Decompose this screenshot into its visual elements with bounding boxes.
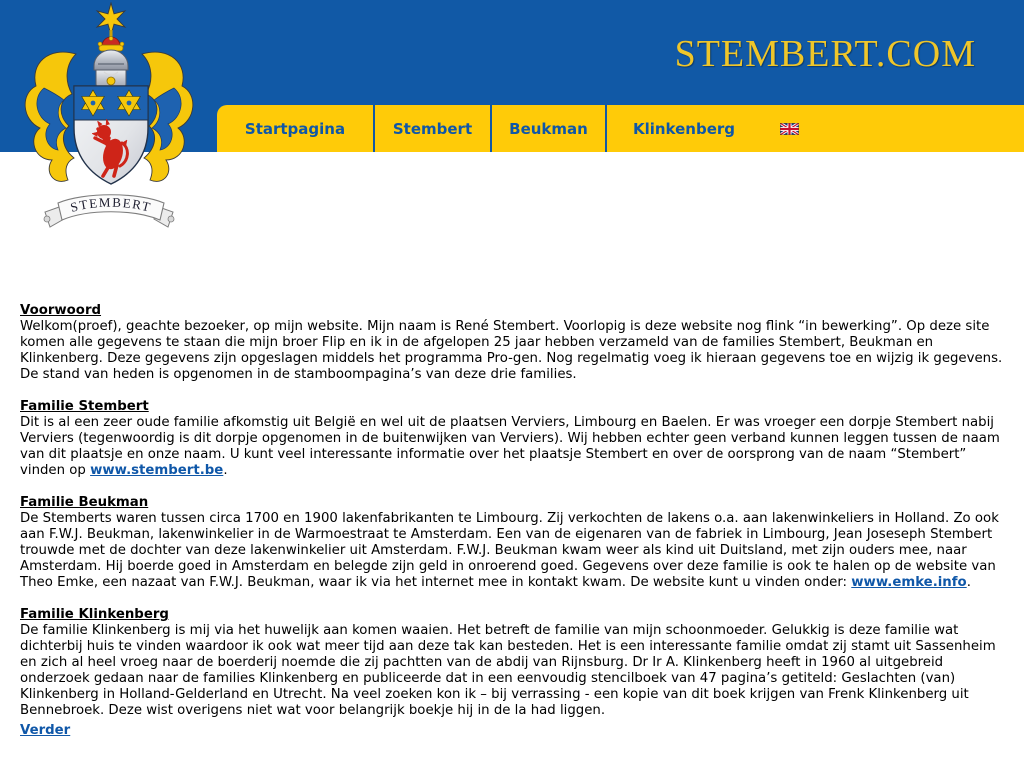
stembert-be-link[interactable]: www.stembert.be — [90, 463, 224, 478]
section-heading-familie-beukman: Familie Beukman — [20, 495, 149, 510]
section-familie-stembert — [20, 399, 1010, 479]
verder-link[interactable]: Verder — [20, 723, 71, 738]
section-heading-familie-klinkenberg: Familie Klinkenberg — [20, 607, 169, 622]
nav-item-klinkenberg[interactable]: Klinkenberg — [632, 119, 736, 138]
main-navigation — [217, 105, 1024, 152]
paragraph-text: Welkom(proef), geachte bezoeker, op mijn website. Mijn naam is René Stembert. Voorlopig is deze website nog flink “in bewerking”. Op deze site komen alle gegevens te staan die mijn broer Flip en ik in de afgelopen 25 jaar hebben verzameld van de families Stembert, Beukman en Klinkenberg. Deze gegevens zijn opgeslagen middels het programma Pro-gen. Nog regelmatig voeg ik hieraan gegevens toe en wijzig ik gegevens. De stand van heden is opgenomen in de stamboompagina’s van deze drie families. — [20, 319, 1003, 382]
section-paragraph — [20, 511, 1010, 591]
crest-helmet — [94, 30, 128, 92]
section-heading-familie-stembert: Familie Stembert — [20, 399, 149, 414]
crest-banner — [44, 195, 174, 227]
crest-mantling-left — [25, 52, 76, 181]
section-voorwoord — [20, 303, 1010, 383]
language-english-button[interactable] — [769, 105, 809, 152]
paragraph-text: De familie Klinkenberg is mij via het huwelijk aan komen waaien. Het betreft de familie van mijn schoonmoeder. Gelukkig is deze familie wat dichterbij huis te vinden waardoor ik ook wat meer tijd aan deze tak kan besteden. Het is een interessante familie omdat zij stamt uit Sassenheim en zich al heel vroeg naar de boerderij noemde die zij pachtten van de abdij van Rijnsburg. Dr Ir A. Klinkenberg heeft in 1960 al uitgebreid onderzoek gedaan naar de families Klinkenberg en publiceerde dat in een eenvoudig stencilboek van 47 pagina’s getiteld: Geslachten (van) Klinkenberg in Holland-Gelderland en Utrecht. Na veel zoeken kon ik – bij verrassing - een kopie van dit boek krijgen van Frenk Klinkenberg uit Bennebroek. Deze wist overigens niet wat voor belangrijk boekje hij in de la had liggen. — [20, 623, 996, 718]
paragraph-text: . — [223, 463, 228, 478]
nav-item-stembert[interactable]: Stembert — [375, 105, 492, 152]
paragraph-text: . — [966, 575, 971, 590]
crest-banner-text: STEMBERT — [68, 194, 154, 215]
uk-flag-icon — [780, 123, 799, 135]
section-familie-klinkenberg — [20, 607, 1010, 719]
crest-mantling-right — [142, 52, 193, 181]
page-header — [0, 0, 1024, 215]
section-paragraph — [20, 623, 1010, 719]
site-title: STEMBERT.COM — [674, 33, 976, 75]
emke-info-link[interactable]: www.emke.info — [851, 575, 967, 590]
nav-item-beukman[interactable]: Beukman — [492, 105, 607, 152]
section-familie-beukman — [20, 495, 1010, 591]
section-paragraph — [20, 319, 1010, 383]
paragraph-text: De Stemberts waren tussen circa 1700 en 1900 lakenfabrikanten te Limbourg. Zij verkochten de lakens o.a. aan lakenwinkeliers in Holland. Zo ook aan F.W.J. Beukman, lakenwinkelier in de Warmoestraat te Amsterdam. Een van de eigenaren van de fabriek in Limbourg, Jean Joseseph Stembert trouwde met de dochter van deze lakenwinkelier uit Amsterdam. F.W.J. Beukman kwam weer als kind uit Duitsland, met zijn ouders mee, naar Amsterdam. Hij boerde goed in Amsterdam en belegde zijn geld in onroerend goed. Gegevens over deze familie is ook te halen op de website van Theo Emke, een nazaat van F.W.J. Beukman, waar ik via het internet mee in kontakt kwam. De website kunt u vinden onder: — [20, 511, 999, 590]
crest-shield — [74, 86, 148, 184]
nav-item-startpagina[interactable]: Startpagina — [217, 105, 375, 152]
paragraph-text: Dit is al een zeer oude familie afkomstig uit België en wel uit de plaatsen Verviers, Limbourg en Baelen. Er was vroeger een dorpje Stembert nabij Verviers (tegenwoordig is dit dorpje opgenomen in de buitenwijken van Verviers). Wij hebben echter geen verband kunnen leggen tussen de naam van dit plaatsje en onze naam. U kunt veel interessante informatie over het plaatsje Stembert en over de oorsprong van de naam “Stembert” vinden op — [20, 415, 1000, 478]
page-content — [0, 152, 1024, 739]
section-paragraph — [20, 415, 1010, 479]
family-crest — [14, 2, 204, 232]
section-heading-voorwoord: Voorwoord — [20, 303, 102, 318]
